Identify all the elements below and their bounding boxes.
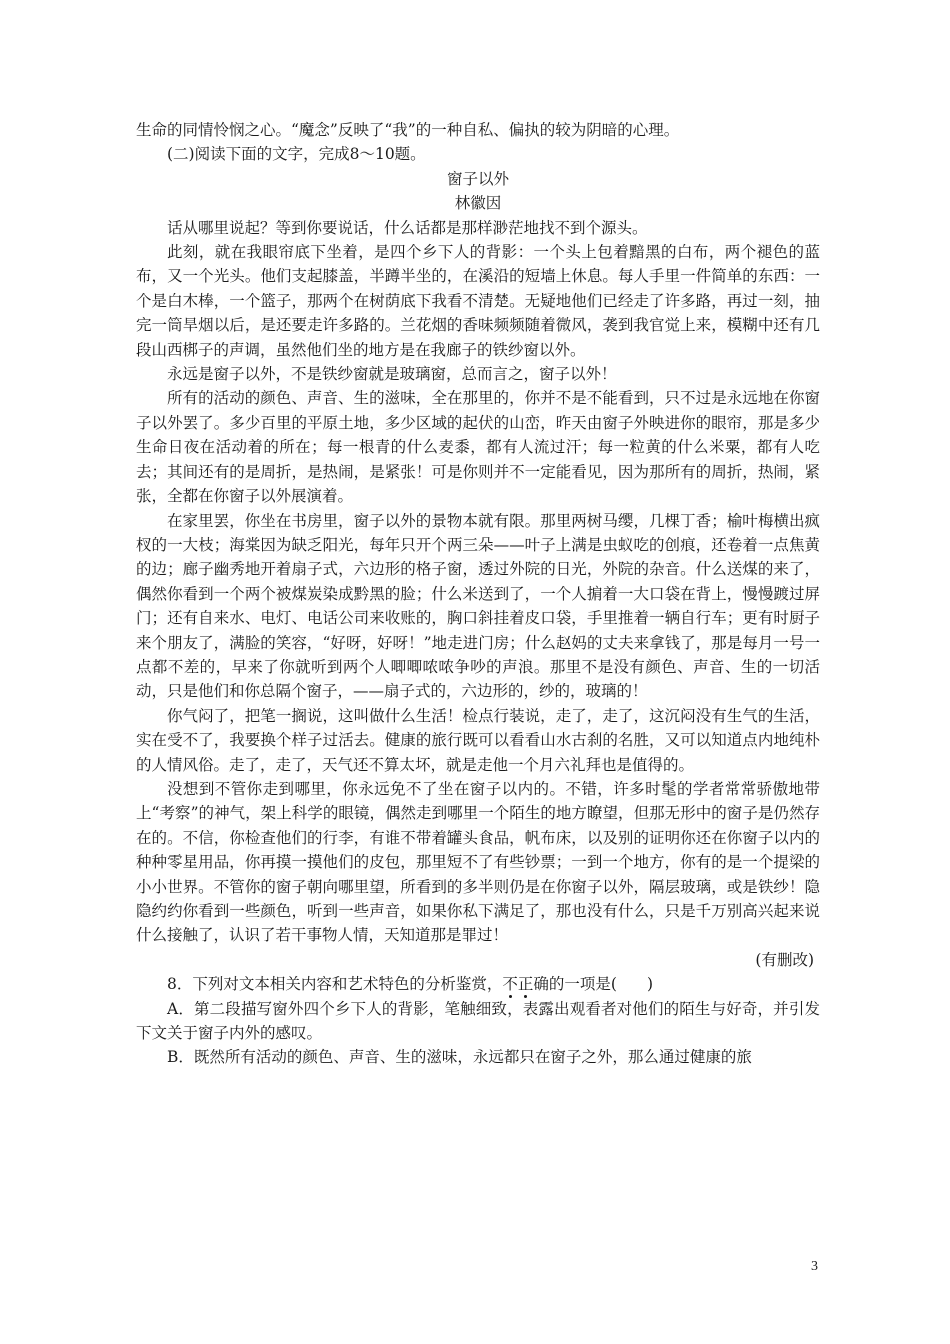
section-header: (二)阅读下面的文字，完成8～10题。	[167, 145, 426, 164]
article-author: 林徽因	[454, 194, 502, 213]
question-8-stem	[136, 972, 820, 996]
article-paragraph-5: 在家里罢，你坐在书房里，窗子以外的景物本就有限。那里两树马缨，几棵丁香；榆叶梅横出疯杈的一大枝；海棠因为缺乏阳光，每年只开个两三朵——叶子上满是虫蚁吃的创痕，还卷着一点焦黄的边；廊子幽秀地开着扇子式，六边形的格子窗，透过外院的日光，外院的杂音。什么送煤的来了，偶然你看到一个两个被煤炭染成黔黑的脸；什么米送到了，一个人掮着一大口袋在背上，慢慢踱过屏门；还有自来水、电灯、电话公司来收账的，胸口斜挂着皮口袋，手里推着一辆自行车；更有时厨子来个朋友了，满脸的笑容，“好呀，好呀！”地走进门房；什么赵妈的丈夫来拿钱了，那是每月一号一点都不差的，早来了你就听到两个人唧唧哝哝争吵的声浪。那里不是没有颜色、声音、生的一切活动，只是他们和你总隔个窗子，——扇子式的，六边形的，纱的，玻璃的！	[136, 511, 820, 701]
emphasis-char-1: 不	[502, 975, 518, 994]
article-paragraph-1: 话从哪里说起？等到你要说话，什么话都是那样渺茫地找不到个源头。	[167, 218, 648, 237]
article-paragraph-6: 你气闷了，把笔一搁说，这叫做什么生活！检点行装说，走了，走了，这沉闷没有生气的生活，实在受不了，我要换个样子过活去。健康的旅行既可以看看山水古刹的名胜，又可以知道点内地纯朴的人情风俗。走了，走了，天气还不算太坏，就是走他一个月六礼拜也是值得的。	[136, 706, 820, 774]
question-stem-text: 8．下列对文本相关内容和艺术特色的分析鉴赏，	[167, 975, 503, 994]
question-stem-close: )	[646, 975, 654, 994]
page-number: 3	[811, 1259, 818, 1274]
intro-end-line: 生命的同情怜悯之心。“魔念”反映了“我”的一种自私、偏执的较为阴暗的心理。	[136, 121, 680, 139]
article-title: 窗子以外	[446, 169, 509, 188]
article-paragraph-2: 此刻，就在我眼帘底下坐着，是四个乡下人的背影：一个头上包着黯黑的白布，两个褪色的蓝布，又一个光头。他们支起膝盖，半蹲半坐的，在溪沿的短墙上休息。每人手里一件简单的东西：一个是白木棒，一个篮子，那两个在树荫底下我看不清楚。无疑地他们已经走了许多路，再过一刻，抽完一筒旱烟以后，是还要走许多路的。兰花烟的香味频频随着微风，袭到我官觉上来，模糊中还有几段山西梆子的声调，虽然他们坐的地方是在我廊子的铁纱窗以外。	[136, 243, 820, 359]
article-paragraph-4: 所有的活动的颜色、声音、生的滋味，全在那里的，你并不是不能看到，只不过是永远地在你窗子以外罢了。多少百里的平原土地，多少区域的起伏的山峦，昨天由窗子外映进你的眼帘，那是多少生命日夜在活动着的所在；每一根青的什么麦黍，都有人流过汗；每一粒黄的什么米粟，都有人吃去；其间还有的是周折，是热闹，是紧张！可是你则并不一定能看见，因为那所有的周折，热闹，紧张，全都在你窗子以外展演着。	[136, 389, 820, 506]
article-paragraph-3: 永远是窗子以外，不是铁纱窗就是玻璃窗，总而言之，窗子以外！	[167, 365, 617, 384]
question-stem-tail: 确的一项是(	[533, 975, 617, 994]
article-note: (有删改)	[755, 950, 814, 969]
question-8-option-b: B．既然所有活动的颜色、声音、生的滋味，永远都只在窗子之外，那么通过健康的旅	[167, 1048, 752, 1067]
emphasis-char-2: 正	[517, 975, 534, 994]
article-paragraph-7: 没想到不管你走到哪里，你永远免不了坐在窗子以内的。不错，许多时髦的学者常常骄傲地带上“考察”的神气，架上科学的眼镜，偶然走到哪里一个陌生的地方瞭望，但那无形中的窗子是仍然存在的。不信，你检查他们的行李，有谁不带着罐头食品，帆布床，以及别的证明你还在你窗子以内的种种零星用品，你再摸一摸他们的皮包，那里短不了有些钞票；一到一个地方，你有的是一个提梁的小小世界。不管你的窗子朝向哪里望，所看到的多半则仍是在你窗子以外，隔层玻璃，或是铁纱！隐隐约约你看到一些颜色，听到一些声音，如果你私下满足了，那也没有什么，只是千万别高兴起来说什么接触了，认识了若干事物人情，天知道那是罪过！	[136, 779, 820, 945]
question-8-option-a: A．第二段描写窗外四个乡下人的背影，笔触细致，表露出观看者对他们的陌生与好奇，并引发下文关于窗子内外的感叹。	[136, 999, 820, 1043]
